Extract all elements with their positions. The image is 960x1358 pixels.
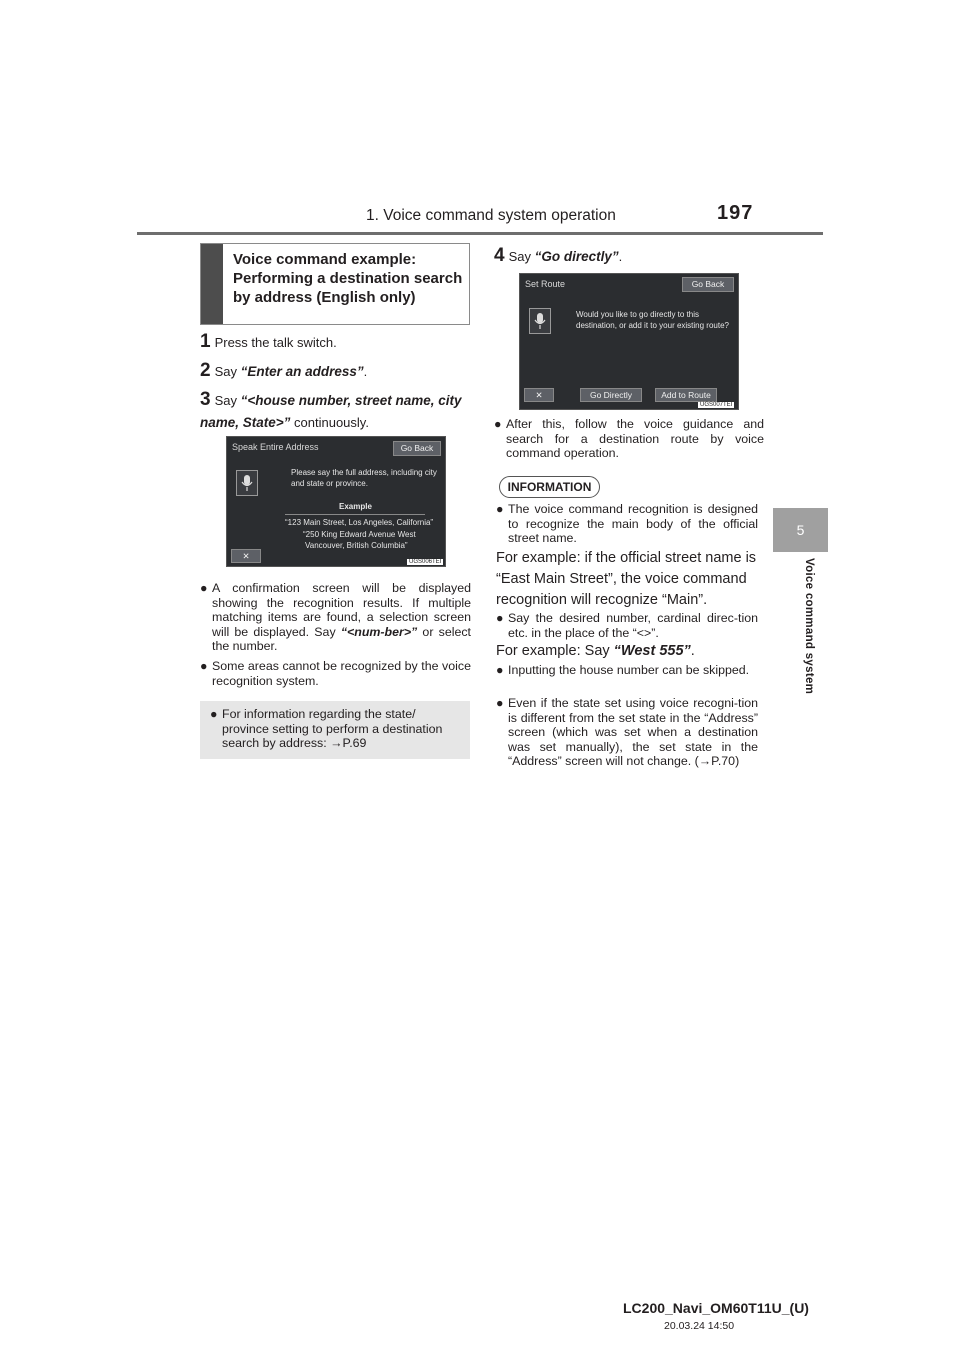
information-label: INFORMATION	[499, 476, 600, 498]
screen-set-route	[519, 273, 739, 410]
close-button[interactable]: ✕	[231, 549, 261, 563]
image-code: UGS007TEI	[700, 402, 733, 408]
example-1: “123 Main Street, Los Angeles, California”	[285, 518, 434, 527]
step-1: 1 Press the talk switch.	[200, 331, 337, 352]
image-code: UGS006TEI	[409, 559, 442, 565]
step-2: 2 Say “Enter an address”.	[200, 360, 368, 381]
section-heading-box	[200, 243, 470, 325]
chapter-tab: 5	[773, 508, 828, 552]
info-item-2: ● Say the desired number, cardinal direc-tion etc. in the place of the “<>”.	[496, 611, 758, 640]
info-paragraph-2: For example: Say “West 555”.	[496, 643, 695, 659]
example-label: Example	[339, 502, 372, 511]
microphone-icon	[236, 470, 258, 496]
add-to-route-button[interactable]: Add to Route	[655, 388, 717, 402]
footer-document-code: LC200_Navi_OM60T11U_(U)	[623, 1300, 809, 1316]
step-3: 3 Say “<house number, street name, city name, State>” continuously.	[200, 389, 462, 430]
heading-bar	[201, 244, 223, 324]
go-back-button[interactable]: Go Back	[682, 277, 734, 292]
screen-title: Speak Entire Address	[232, 442, 319, 452]
screen-speak-entire-address	[226, 436, 446, 567]
screen-title: Set Route	[525, 279, 566, 289]
example-2: “250 King Edward Avenue West	[303, 530, 416, 539]
note-box: ● For information regarding the state/ province setting to perform a destination search by address: →P.69	[200, 701, 470, 759]
divider	[285, 514, 425, 515]
page-number: 197	[717, 202, 754, 224]
close-button[interactable]: ✕	[524, 388, 554, 402]
section-title: 1. Voice command system operation	[366, 207, 616, 224]
go-back-button[interactable]: Go Back	[393, 441, 441, 456]
page-reference-link[interactable]: →P.69	[330, 736, 367, 750]
section-heading: Voice command example: Performing a destination search by address (English only)	[233, 251, 463, 306]
header-rule	[137, 232, 823, 235]
info-item-3: ● Inputting the house number can be skipped.	[496, 663, 750, 677]
screen-prompt: Would you like to go directly to this destination, or add it to your existing route?	[576, 310, 729, 330]
page-reference-link[interactable]: →P.70	[698, 754, 736, 768]
info-paragraph-1: For example: if the official street name is “East Main Street”, the voice command recognition will recognize “Main”.	[496, 550, 757, 608]
info-item-4: ● Even if the state set using voice recogni-tion is different from the set state in the “Address” screen (which was set when a destination was set manually), the set state in the “Address” screen will not change. (→P.70)	[496, 696, 758, 768]
screen-prompt: Please say the full address, including city and state or province.	[291, 468, 437, 488]
go-directly-button[interactable]: Go Directly	[580, 388, 642, 402]
info-item-1: ● The voice command recognition is designed to recognize the main body of the official street name.	[496, 502, 758, 545]
microphone-icon	[529, 308, 551, 334]
bullet-areas: ● Some areas cannot be recognized by the voice recognition system.	[200, 659, 471, 688]
step-4: 4 Say “Go directly”.	[494, 245, 623, 266]
footer-timestamp: 20.03.24 14:50	[664, 1320, 735, 1332]
chapter-label: Voice command system	[803, 558, 815, 695]
bullet-after-this: ● After this, follow the voice guidance and search for a destination route by voice command operation.	[494, 417, 764, 460]
example-3: Vancouver, British Columbia”	[305, 541, 408, 550]
bullet-confirmation: ● A confirmation screen will be displayed showing the recognition results. If multiple matching items are found, a selection screen will be displayed. Say “<num-ber>” or select the number.	[200, 581, 471, 653]
